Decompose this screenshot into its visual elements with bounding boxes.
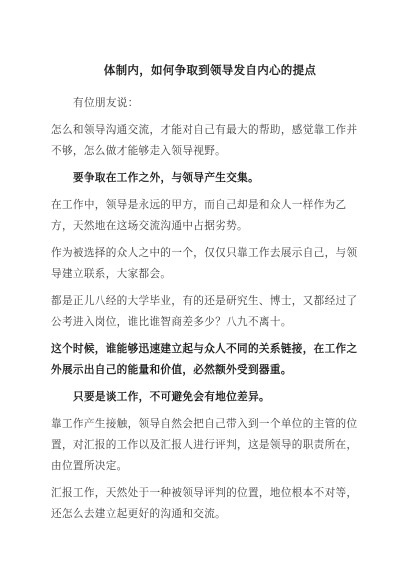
paragraph-4: 在工作中，领导是永远的甲方，而自己却是和众人一样作为乙方，天然地在这场交流沟通中占据劣势。 bbox=[51, 199, 347, 232]
document-title: 体制内，如何争取到领导发自内心的提点 bbox=[103, 63, 317, 77]
paragraph-5: 作为被选择的众人之中的一个，仅仅只靠工作去展示自己，与领导建立联系，大家都会。 bbox=[51, 247, 358, 280]
paragraph-2: 怎么和领导沟通交流，才能对自己有最大的帮助，感觉靠工作并不够，怎么做才能够走入领导视野。 bbox=[51, 124, 358, 157]
paragraph-7: 这个时候，谁能够迅速建立起与众人不同的关系链接，在工作之外展示出自己的能量和价值，必然额外受到器重。 bbox=[51, 343, 358, 376]
paragraph-3: 要争取在工作之外，与领导产生交集。 bbox=[73, 172, 260, 184]
paragraph-10: 汇报工作，天然处于一种被领导评判的位置，地位根本不对等，还怎么去建立起更好的沟通和交流。 bbox=[51, 487, 358, 520]
paragraph-9: 靠工作产生接触，领导自然会把自己带入到一个单位的主管的位置，对汇报的工作以及汇报人进行评判，这是领导的职责所在，由位置所决定。 bbox=[51, 418, 358, 472]
paragraph-1: 有位朋友说： bbox=[73, 97, 139, 109]
document-body bbox=[51, 93, 368, 525]
paragraph-6: 都是正儿八经的大学毕业，有的还是研究生、博士，又都经过了公考进入岗位，谁比谁智商差多少？八九不离十。 bbox=[51, 295, 358, 328]
paragraph-8: 只要是谈工作，不可避免会有地位差异。 bbox=[73, 391, 270, 403]
